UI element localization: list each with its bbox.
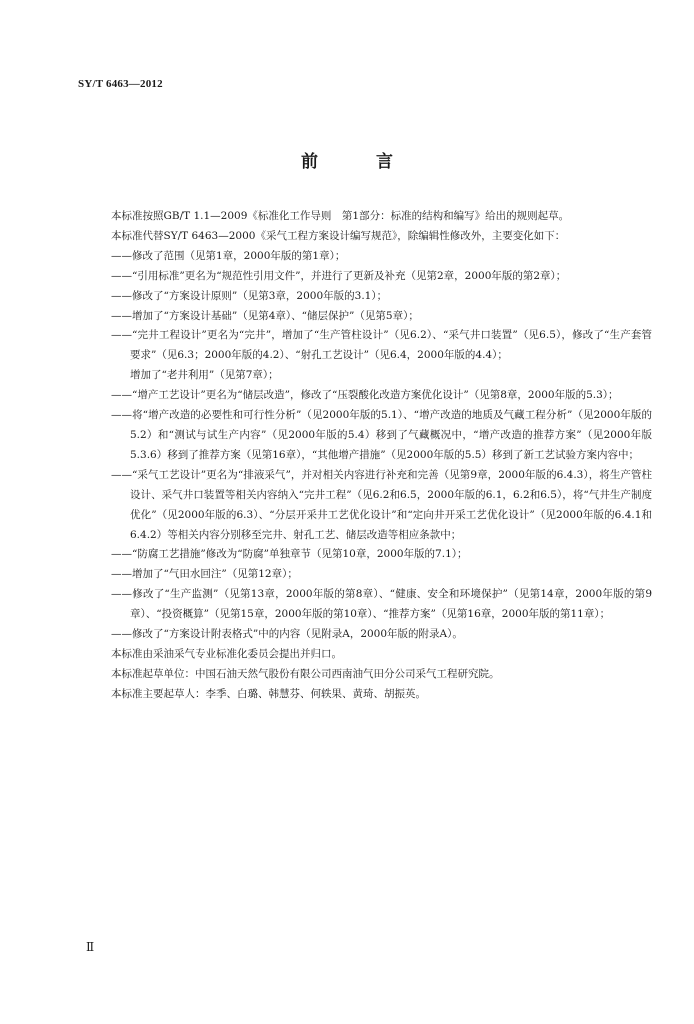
- change-item: ——将“增产改造的必要性和可行性分析”（见2000年版的5.1）、“增产改造的地质及气藏工程分析”（见2000年版的5.2）和“测试与试生产内容”（见2000年版的5.4）移到了气藏概况中，“增产改造的推荐方案”（见2000年版5.3.6）移到了推荐方案（见第16章），“其他增产措施”（见2000年版的5.5）移到了新工艺试验方案内容中；: [111, 409, 652, 461]
- page-number: Ⅱ: [86, 940, 95, 954]
- foreword-body: [90, 207, 652, 705]
- page-title: 前 言: [301, 152, 419, 172]
- change-item: ——修改了“生产监测”（见第13章，2000年版的第8章）、“健康、安全和环境保护”（见第14章，2000年版的第9章）、“投资概算”（见第15章，2000年版的第10章）、“推荐方案”（见第16章，2000年版的第11章）；: [111, 588, 652, 621]
- paragraph-basis: 本标准按照GB/T 1.1—2009《标准化工作导则 第1部分：标准的结构和编写》给出的规则起草。: [111, 210, 570, 222]
- paragraph-drafters: 本标准主要起草人：李季、白璐、韩慧芬、何轶果、黄琦、胡振英。: [111, 687, 426, 700]
- paragraph-replaces: 本标准代替SY/T 6463—2000《采气工程方案设计编写规范》，除编辑性修改外，主要变化如下：: [111, 229, 566, 242]
- change-item: ——修改了“方案设计原则”（见第3章，2000年版的3.1）；: [111, 289, 388, 302]
- change-item: ——增加了“气田水回注”（见第12章）；: [111, 568, 298, 581]
- change-item: ——修改了“方案设计附表格式”中的内容（见附录A，2000年版的附录A）。: [111, 628, 463, 641]
- change-item: ——“防腐工艺措施”修改为“防腐”单独章节（见第10章，2000年版的7.1）；: [111, 548, 468, 561]
- paragraph-drafting-unit: 本标准起草单位：中国石油天然气股份有限公司西南油气田分公司采气工程研究院。: [111, 667, 500, 680]
- change-item: ——“采气工艺设计”更名为“排液采气”，并对相关内容进行补充和完善（见第9章，2000年版的6.4.3），将生产管柱设计、采气井口装置等相关内容纳入“完井工程”（见6.2和6.5，2000年版的6.1，6.2和6.5），将“气井生产制度优化”（见2000年版的6.3）、“分层开采井工艺优化设计”和“定向井开采工艺优化设计”（见2000年版的6.4.1和6.4.2）等相关内容分别移至完井、射孔工艺、储层改造等相应条款中；: [111, 468, 652, 541]
- change-item: ——增加了“方案设计基础”（见第4章）、“储层保护”（见第5章）；: [111, 309, 419, 322]
- paragraph-proposer: 本标准由采油采气专业标准化委员会提出并归口。: [111, 647, 342, 660]
- change-item: ——“完井工程设计”更名为“完井”，增加了“生产管柱设计”（见6.2）、“采气井口装置”（见6.5），修改了“生产套管要求”（见6.3；2000年版的4.2）、“射孔工艺设计”（见6.4，2000年版的4.4）；: [111, 329, 652, 362]
- change-item: ——“引用标准”更名为“规范性引用文件”，并进行了更新及补充（见第2章，2000年版的第2章）；: [111, 269, 567, 282]
- change-item: ——“增产工艺设计”更名为“储层改造”，修改了“压裂酸化改造方案优化设计”（见第8章，2000年版的5.3）；: [111, 389, 619, 402]
- change-item: ——修改了范围（见第1章，2000年版的第1章）；: [111, 249, 346, 262]
- standard-code: SY/T 6463—2012: [78, 78, 163, 90]
- change-item-continuation: 增加了“老井利用”（见第7章）；: [130, 369, 279, 382]
